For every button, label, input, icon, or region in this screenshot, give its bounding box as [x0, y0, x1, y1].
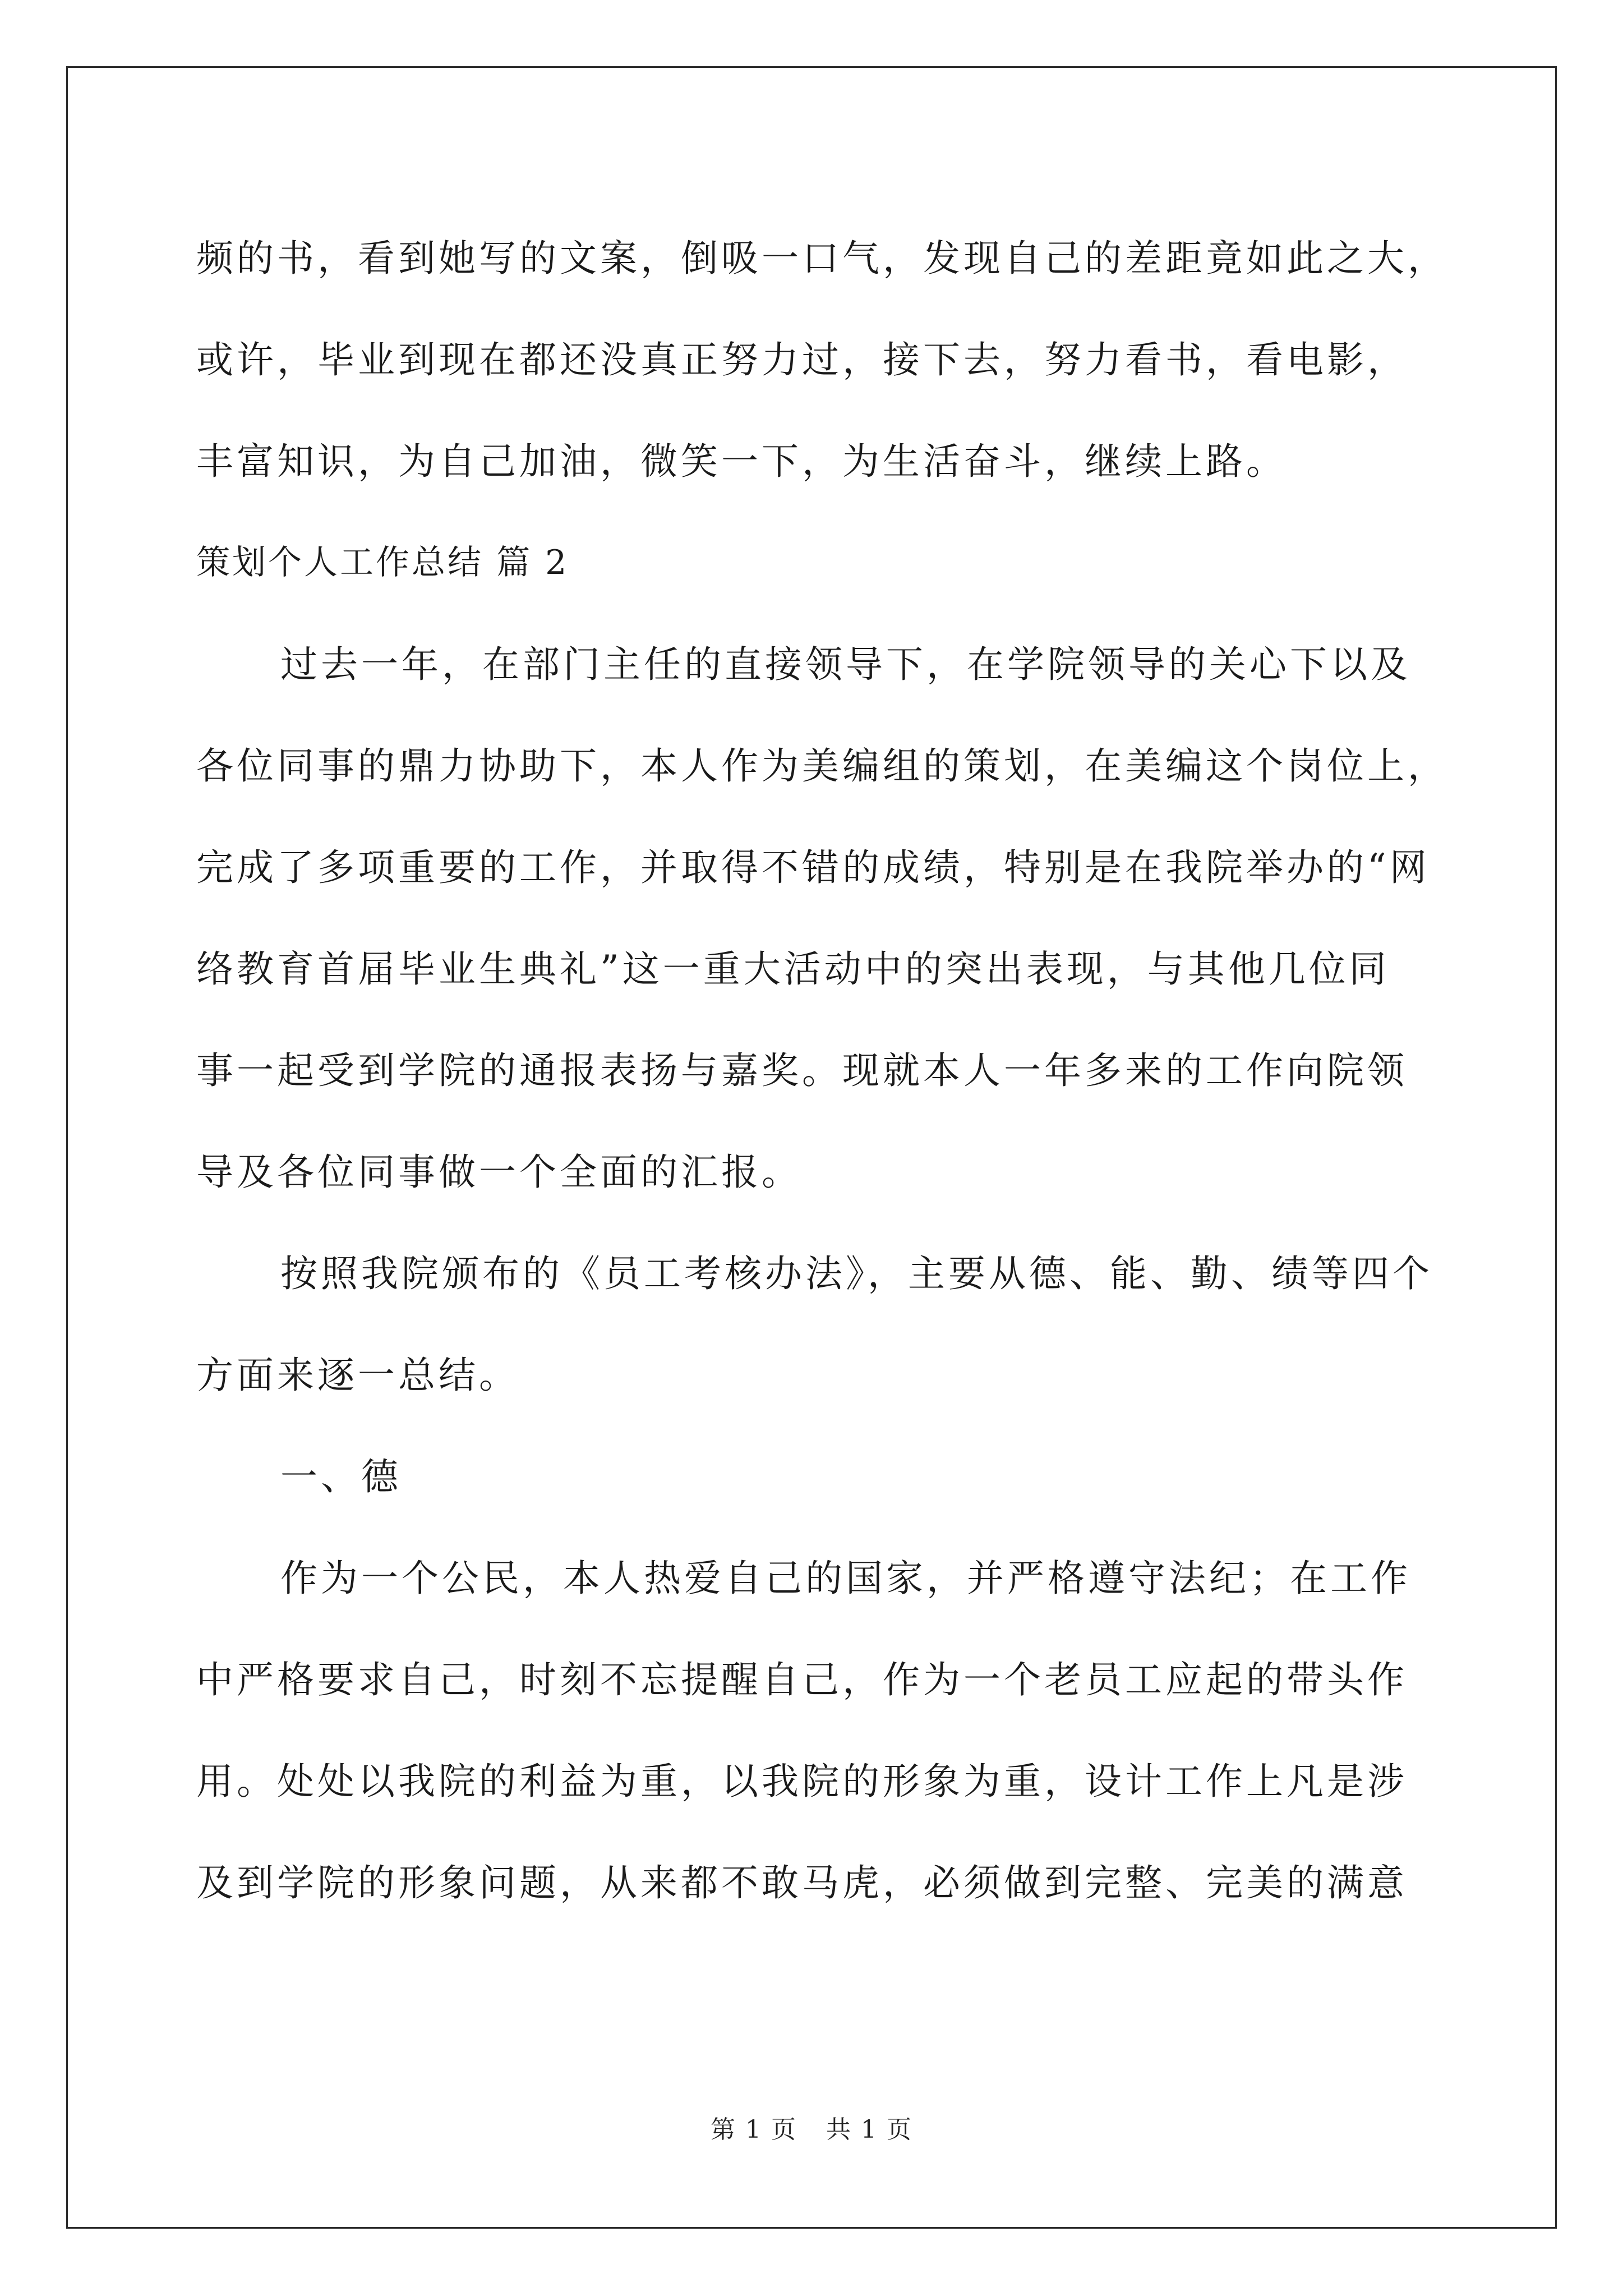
page-total: 共 1 页 — [826, 2115, 912, 2144]
text-line: 丰富知识，为自己加油，微笑一下，为生活奋斗，继续上路。 — [196, 440, 1287, 483]
text-line: 按照我院颁布的《员工考核办法》，主要从德、能、勤、绩等四个 — [280, 1252, 1433, 1295]
text-line: 中严格要求自己，时刻不忘提醒自己，作为一个老员工应起的带头作 — [196, 1658, 1408, 1701]
text-line: 事一起受到学院的通报表扬与嘉奖。现就本人一年多来的工作向院领 — [196, 1049, 1408, 1092]
text-line: 频的书，看到她写的文案，倒吸一口气，发现自己的差距竟如此之大， — [196, 237, 1448, 280]
text-line: 络教育首届毕业生典礼”这一重大活动中的突出表现，与其他几位同 — [196, 947, 1390, 991]
text-line: 导及各位同事做一个全面的汇报。 — [196, 1151, 802, 1194]
text-line: 完成了多项重要的工作，并取得不错的成绩，特别是在我院举办的“网 — [196, 846, 1430, 889]
text-line: 作为一个公民，本人热爱自己的国家，并严格遵守法纪；在工作 — [280, 1557, 1411, 1600]
subsection-heading: 一、德 — [280, 1455, 402, 1498]
text-line: 或许，毕业到现在都还没真正努力过，接下去，努力看书，看电影， — [196, 338, 1408, 381]
text-line: 用。处处以我院的利益为重，以我院的形象为重，设计工作上凡是涉 — [196, 1760, 1408, 1803]
text-line: 过去一年，在部门主任的直接领导下，在学院领导的关心下以及 — [280, 643, 1411, 686]
text-line: 方面来逐一总结。 — [196, 1354, 519, 1397]
text-line: 及到学院的形象问题，从来都不敢马虎，必须做到完整、完美的满意 — [196, 1861, 1408, 1904]
text-line: 各位同事的鼎力协助下，本人作为美编组的策划，在美编这个岗位上， — [196, 744, 1448, 788]
page-footer — [0, 2109, 1623, 2145]
page-number: 第 1 页 — [711, 2115, 797, 2144]
section-heading: 策划个人工作总结 篇 2 — [196, 543, 569, 582]
document-body — [196, 208, 1448, 1934]
